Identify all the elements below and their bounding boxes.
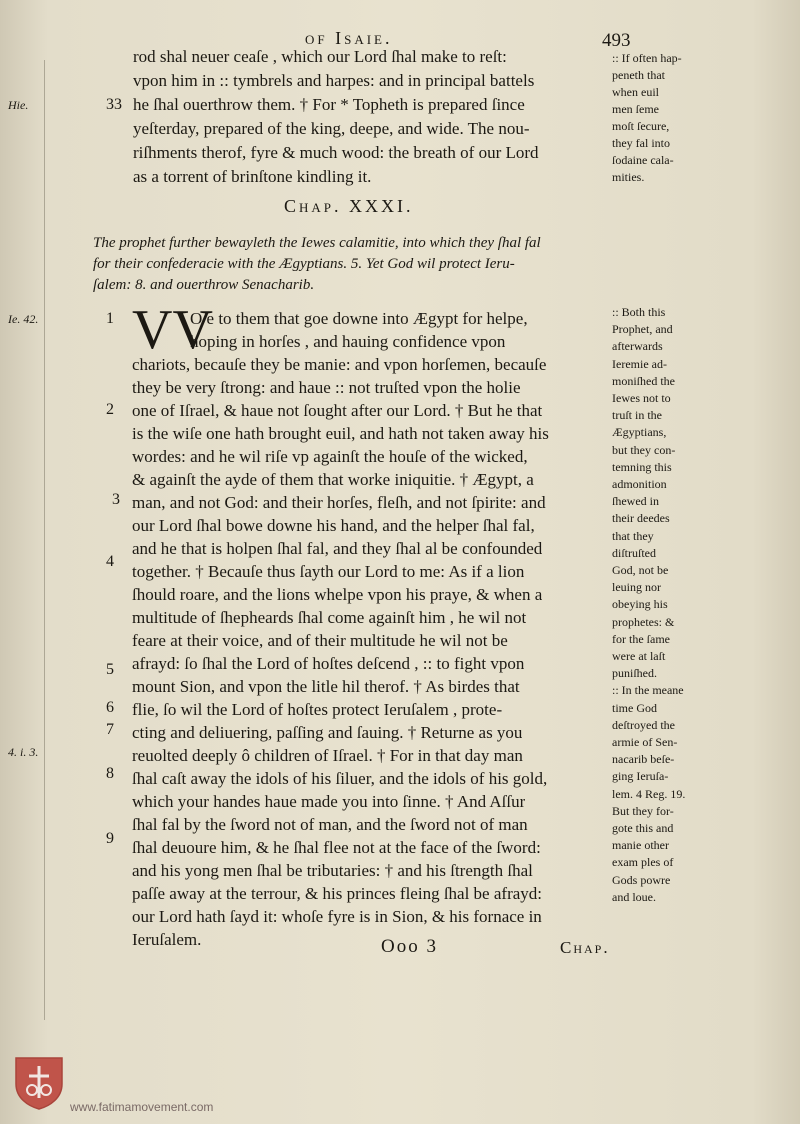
chapter-summary-line: The prophet further bewayleth the Iewes calamitie, into which they ſhal fal xyxy=(93,235,541,251)
verse-number: 1 xyxy=(106,310,114,327)
text-line: flie, ſo wil the Lord of hoſtes protect Ieruſalem , prote- xyxy=(132,700,503,719)
text-line: hoping in horſes , and hauing confidence vpon xyxy=(190,332,506,351)
margin-note-line: manie other xyxy=(612,838,669,853)
margin-note-line: lem. 4 Reg. 19. xyxy=(612,786,686,801)
margin-note-line: ging Ieruſa- xyxy=(612,769,669,784)
margin-note-line: Ieremie ad- xyxy=(612,356,667,371)
margin-note-line: :: In the meane xyxy=(612,683,684,698)
margin-note-line: Prophet, and xyxy=(612,322,673,337)
margin-note-line: moſt ſecure, xyxy=(612,119,670,133)
running-title: of Isaie. xyxy=(305,28,393,48)
margin-rule xyxy=(44,60,45,1020)
margin-note-line: were at laſt xyxy=(612,649,666,663)
text-line: riſhments therof, fyre & much wood: the breath of our Lord xyxy=(133,143,539,162)
verse-number: 2 xyxy=(106,401,114,418)
margin-note-line: obeying his xyxy=(612,597,668,612)
margin-note-line: mities. xyxy=(612,170,645,184)
margin-note-line: admonition xyxy=(612,477,667,491)
text-line: and his yong men ſhal be tributaries: † and his ſtrength ſhal xyxy=(132,861,533,880)
margin-note-line: gote this and xyxy=(612,821,674,835)
drop-capital: VV xyxy=(132,299,213,361)
margin-note-line: Iewes not to xyxy=(612,391,671,405)
cross-reference: Ie. 42. xyxy=(8,312,39,326)
signature-mark: Ooo 3 xyxy=(381,936,438,957)
page-number: 493 xyxy=(602,30,631,51)
text-line: together. † Becauſe thus ſayth our Lord to me: As if a lion xyxy=(132,562,525,581)
text-line: man, and not God: and their horſes, fleſh, and not ſpirite: and xyxy=(132,493,546,512)
text-line: feare at their voice, and of their multitude he wil not be xyxy=(132,631,508,650)
text-line: as a torrent of brinſtone kindling it. xyxy=(133,167,372,186)
text-line: our Lord hath ſayd it: whoſe fyre is in Sion, & his fornace in xyxy=(132,907,542,926)
margin-note-line: puniſhed. xyxy=(612,666,657,681)
text-line: ſhal deuoure him, & he ſhal flee not at the face of the ſword: xyxy=(132,838,541,857)
text-line: vpon him in :: tymbrels and harpes: and in principal battels xyxy=(133,71,535,90)
text-line: ſhould roare, and the lions whelpe vpon his praye, & when a xyxy=(132,585,543,604)
margin-note-line: men ſeme xyxy=(612,102,659,116)
margin-note-line: time God xyxy=(612,700,657,715)
chapter-summary-line: for their confederacie with the Ægyptians. 5. Yet God wil protect Ieru- xyxy=(93,256,515,272)
text-line: which your handes haue made you into ſinne. † And Aſſur xyxy=(132,792,526,811)
verse-number: 5 xyxy=(106,661,114,678)
margin-note-line: nacarib beſe- xyxy=(612,752,675,767)
verse-number: 33 xyxy=(106,96,122,113)
text-line: rod shal neuer ceaſe , which our Lord ſhal make to reſt: xyxy=(133,47,507,66)
text-line: wordes: and he wil riſe vp againſt the houſe of the wicked, xyxy=(132,447,528,466)
text-line: multitude of ſhepheards ſhal come againſt him , he wil not xyxy=(132,608,527,627)
margin-note-line: :: Both this xyxy=(612,305,666,319)
margin-note-line: but they con- xyxy=(612,442,676,457)
margin-note-line: they fal into xyxy=(612,136,670,150)
margin-note-line: truſt in the xyxy=(612,408,662,423)
text-line: yeſterday, prepared of the king, deepe, and wide. The nou- xyxy=(133,119,530,138)
margin-note-line: But they for- xyxy=(612,803,674,818)
margin-note-line: temning this xyxy=(612,459,672,474)
margin-note-line: when euil xyxy=(612,85,659,99)
margin-note-line: leuing nor xyxy=(612,580,661,595)
shield-logo-icon xyxy=(12,1054,66,1110)
margin-note-line: peneth that xyxy=(612,68,665,82)
verse-number: 6 xyxy=(106,699,114,716)
margin-note-line: ſodaine cala- xyxy=(612,153,674,167)
margin-note-line: their deedes xyxy=(612,511,670,526)
margin-note-line: God, not be xyxy=(612,563,669,577)
verse-number: 7 xyxy=(106,721,114,738)
text-line: they be very ſtrong: and haue :: not truſted vpon the holie xyxy=(132,378,521,397)
verse-number: 3 xyxy=(112,491,120,508)
margin-note-line: ſhewed in xyxy=(612,494,659,509)
margin-note-line: prophetes: & xyxy=(612,614,675,629)
margin-note-line: exam ples of xyxy=(612,855,674,870)
text-line: reuolted deeply ô children of Iſrael. † For in that day man xyxy=(132,746,523,765)
margin-note-line: that they xyxy=(612,528,654,543)
cross-reference: Hie. xyxy=(8,98,29,112)
text-line: one of Iſrael, & haue not ſought after our Lord. † But he that xyxy=(132,401,543,420)
text-line: he ſhal ouerthrow them. † For * Topheth is prepared ſince xyxy=(133,95,525,114)
text-line: is the wiſe one hath brought euil, and hath not taken away his xyxy=(132,424,549,443)
verse-number: 4 xyxy=(106,553,114,570)
margin-note-line: Ægyptians, xyxy=(612,425,667,440)
chapter-summary-line: ſalem: 8. and ouerthrow Senacharib. xyxy=(93,277,315,293)
catchword: Chap. xyxy=(560,938,610,957)
text-line: & againſt the ayde of them that worke iniquitie. † Ægypt, a xyxy=(132,470,534,489)
margin-note-line: afterwards xyxy=(612,339,663,354)
margin-note-line: diſtruſted xyxy=(612,545,656,560)
margin-note-line: Gods powre xyxy=(612,872,671,887)
text-line: afrayd: ſo ſhal the Lord of hoſtes deſcend , :: to fight vpon xyxy=(132,654,525,673)
text-line: and he that is holpen ſhal fal, and they ſhal al be confounded xyxy=(132,539,543,558)
margin-note-line: :: If often hap- xyxy=(612,51,682,65)
text-line: ſhal caſt away the idols of his ſiluer, and the idols of his gold, xyxy=(132,769,548,788)
margin-note-line: and loue. xyxy=(612,889,656,904)
text-line: cting and deliuering, paſſing and ſauing. † Returne as you xyxy=(132,723,523,742)
verse-number: 9 xyxy=(106,830,114,847)
margin-note-line: deſtroyed the xyxy=(612,717,675,732)
website-url: www.fatimamovement.com xyxy=(70,1100,214,1114)
chapter-title: Chap. XXXI. xyxy=(284,196,414,216)
text-line: paſſe away at the terrour, & his princes fleing ſhal be afrayd: xyxy=(132,884,542,903)
margin-note-line: armie of Sen- xyxy=(612,735,678,749)
text-line: mount Sion, and vpon the litle hil therof. † As birdes that xyxy=(132,677,520,696)
text-line: ſhal fal by the ſword not of man, and the ſword not of man xyxy=(132,815,528,834)
text-line: our Lord ſhal bowe downe his hand, and the helper ſhal fal, xyxy=(132,516,535,535)
text-line: O e to them that goe downe into Ægypt for helpe, xyxy=(190,309,528,328)
margin-note-line: for the ſame xyxy=(612,631,670,646)
margin-note-line: moniſhed the xyxy=(612,373,675,388)
cross-reference: 4. i. 3. xyxy=(8,745,39,759)
text-line: chariots, becauſe they be manie: and vpon horſemen, becauſe xyxy=(132,355,547,374)
text-line: Ieruſalem. xyxy=(132,930,202,949)
verse-number: 8 xyxy=(106,765,114,782)
